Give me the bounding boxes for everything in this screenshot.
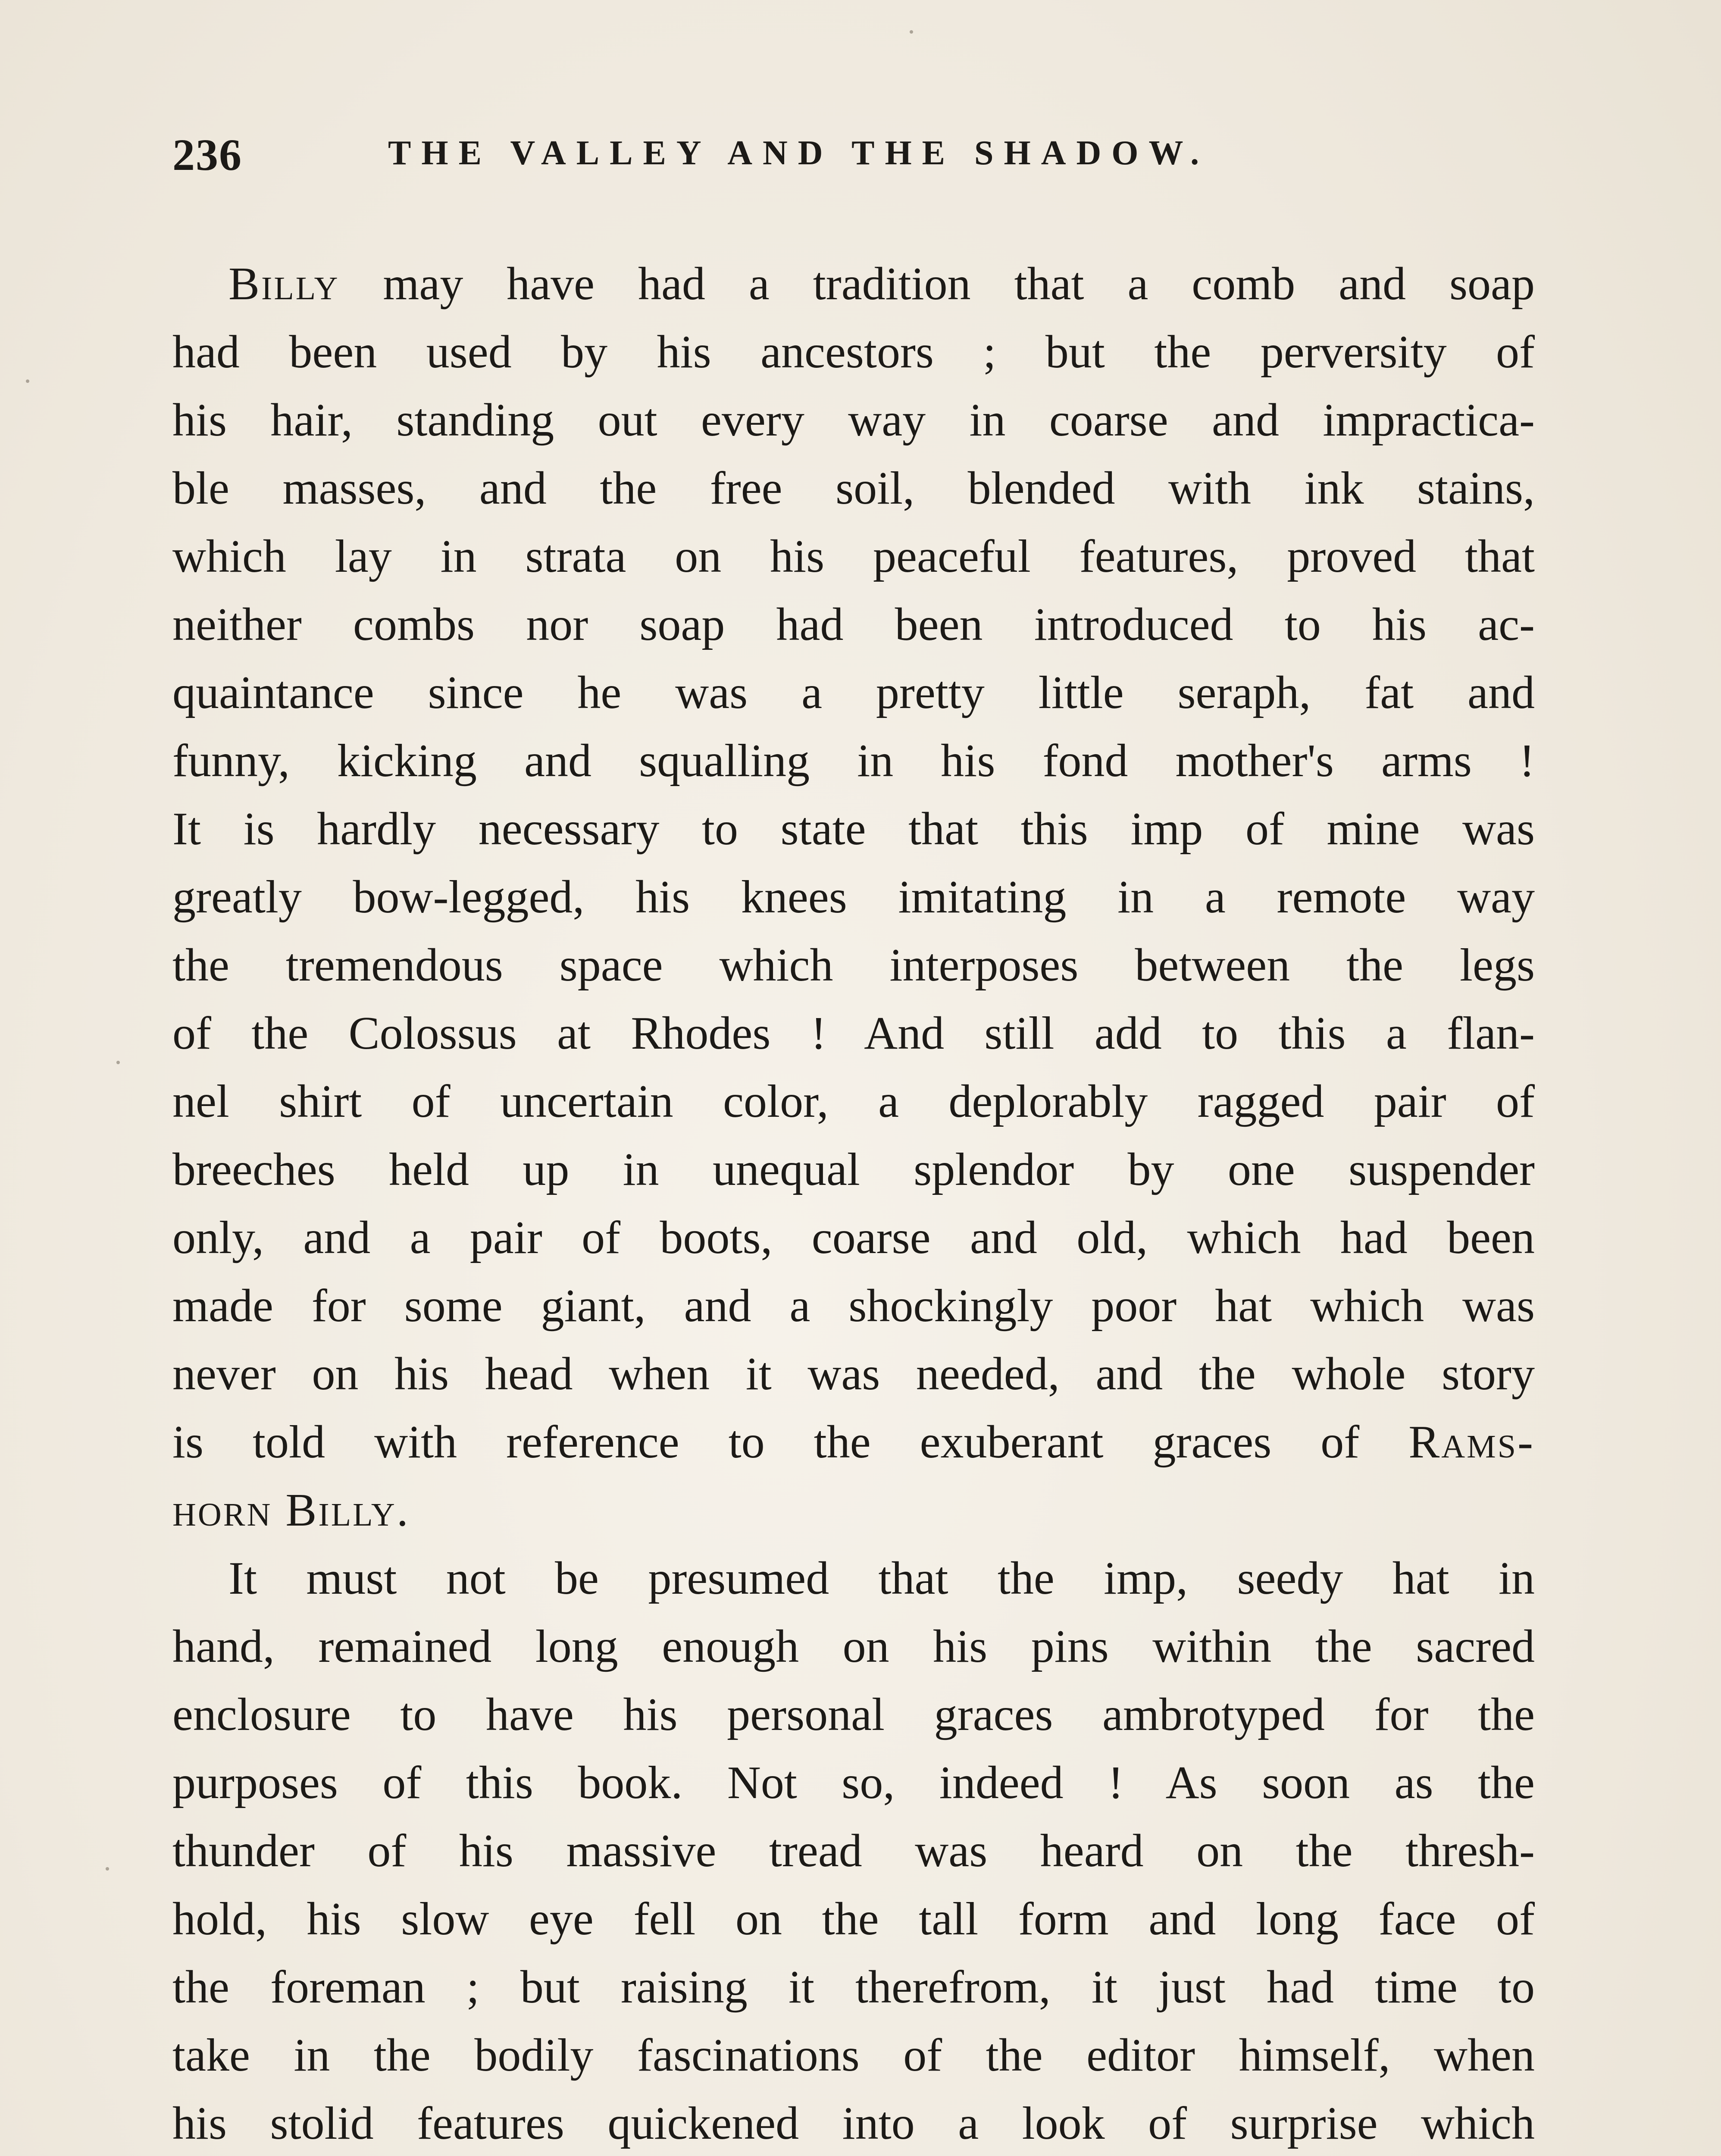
text-line: of the Colossus at Rhodes ! And still add to this a flan- bbox=[172, 1008, 1535, 1059]
text-fragment: is told with reference to the exuberant graces of bbox=[172, 1416, 1409, 1468]
text-line bbox=[172, 1408, 1535, 1476]
text-line: greatly bow-legged, his knees imitating in a remote way bbox=[172, 871, 1535, 923]
paper-speck bbox=[116, 1061, 120, 1064]
text-line: never on his head when it was needed, and the whole story bbox=[172, 1348, 1535, 1400]
text-line: breeches held up in unequal splendor by one suspender bbox=[172, 1144, 1535, 1195]
text-line: quaintance since he was a pretty little seraph, fat and bbox=[172, 667, 1535, 718]
text-line bbox=[172, 1476, 1535, 1545]
text-line: thunder of his massive tread was heard on the thresh- bbox=[172, 1825, 1535, 1877]
text-line: It is hardly necessary to state that this imp of mine was bbox=[172, 803, 1535, 855]
small-caps-name: Rams- bbox=[1408, 1416, 1535, 1468]
text-line: the tremendous space which interposes between the legs bbox=[172, 940, 1535, 991]
text-line: only, and a pair of boots, coarse and old, which had been bbox=[172, 1212, 1535, 1263]
text-line: made for some giant, and a shockingly poor hat which was bbox=[172, 1280, 1535, 1332]
text-line: ble masses, and the free soil, blended with ink stains, bbox=[172, 463, 1535, 514]
text-line: his stolid features quickened into a look of surprise which bbox=[172, 2098, 1535, 2149]
running-head bbox=[172, 129, 1552, 190]
paper-speck bbox=[26, 379, 29, 383]
paper-speck bbox=[910, 30, 913, 34]
text-line: funny, kicking and squalling in his fond mother's arms ! bbox=[172, 735, 1535, 787]
text-line: his hair, standing out every way in coarse and impractica- bbox=[172, 395, 1535, 446]
text-line: It must not be presumed that the imp, seedy hat in bbox=[228, 1553, 1535, 1604]
page-number: 236 bbox=[172, 130, 242, 180]
text-fragment: may have had a tradition that a comb and soap bbox=[339, 258, 1535, 310]
text-line: neither combs nor soap had been introduced to his ac- bbox=[172, 599, 1535, 650]
paper-speck bbox=[106, 1867, 109, 1871]
text-line: hand, remained long enough on his pins within the sacred bbox=[172, 1621, 1535, 1672]
text-line: purposes of this book. Not so, indeed ! As soon as the bbox=[172, 1757, 1535, 1808]
text-line bbox=[172, 250, 1535, 318]
body-text bbox=[172, 250, 1535, 2156]
text-line: hold, his slow eye fell on the tall form and long face of bbox=[172, 1893, 1535, 1945]
small-caps-name: Billy bbox=[228, 258, 340, 310]
text-line: had been used by his ancestors ; but the perversity of bbox=[172, 326, 1535, 378]
text-line: nel shirt of uncertain color, a deplorably ragged pair of bbox=[172, 1076, 1535, 1127]
text-line: enclosure to have his personal graces ambrotyped for the bbox=[172, 1689, 1535, 1740]
text-line: which lay in strata on his peaceful features, proved that bbox=[172, 531, 1535, 582]
running-title: THE VALLEY AND THE SHADOW. bbox=[388, 134, 1210, 172]
text-line: the foreman ; but raising it therefrom, it just had time to bbox=[172, 1962, 1535, 2013]
small-caps-name: horn Billy. bbox=[172, 1485, 410, 1536]
text-line: take in the bodily fascinations of the editor himself, when bbox=[172, 2030, 1535, 2081]
